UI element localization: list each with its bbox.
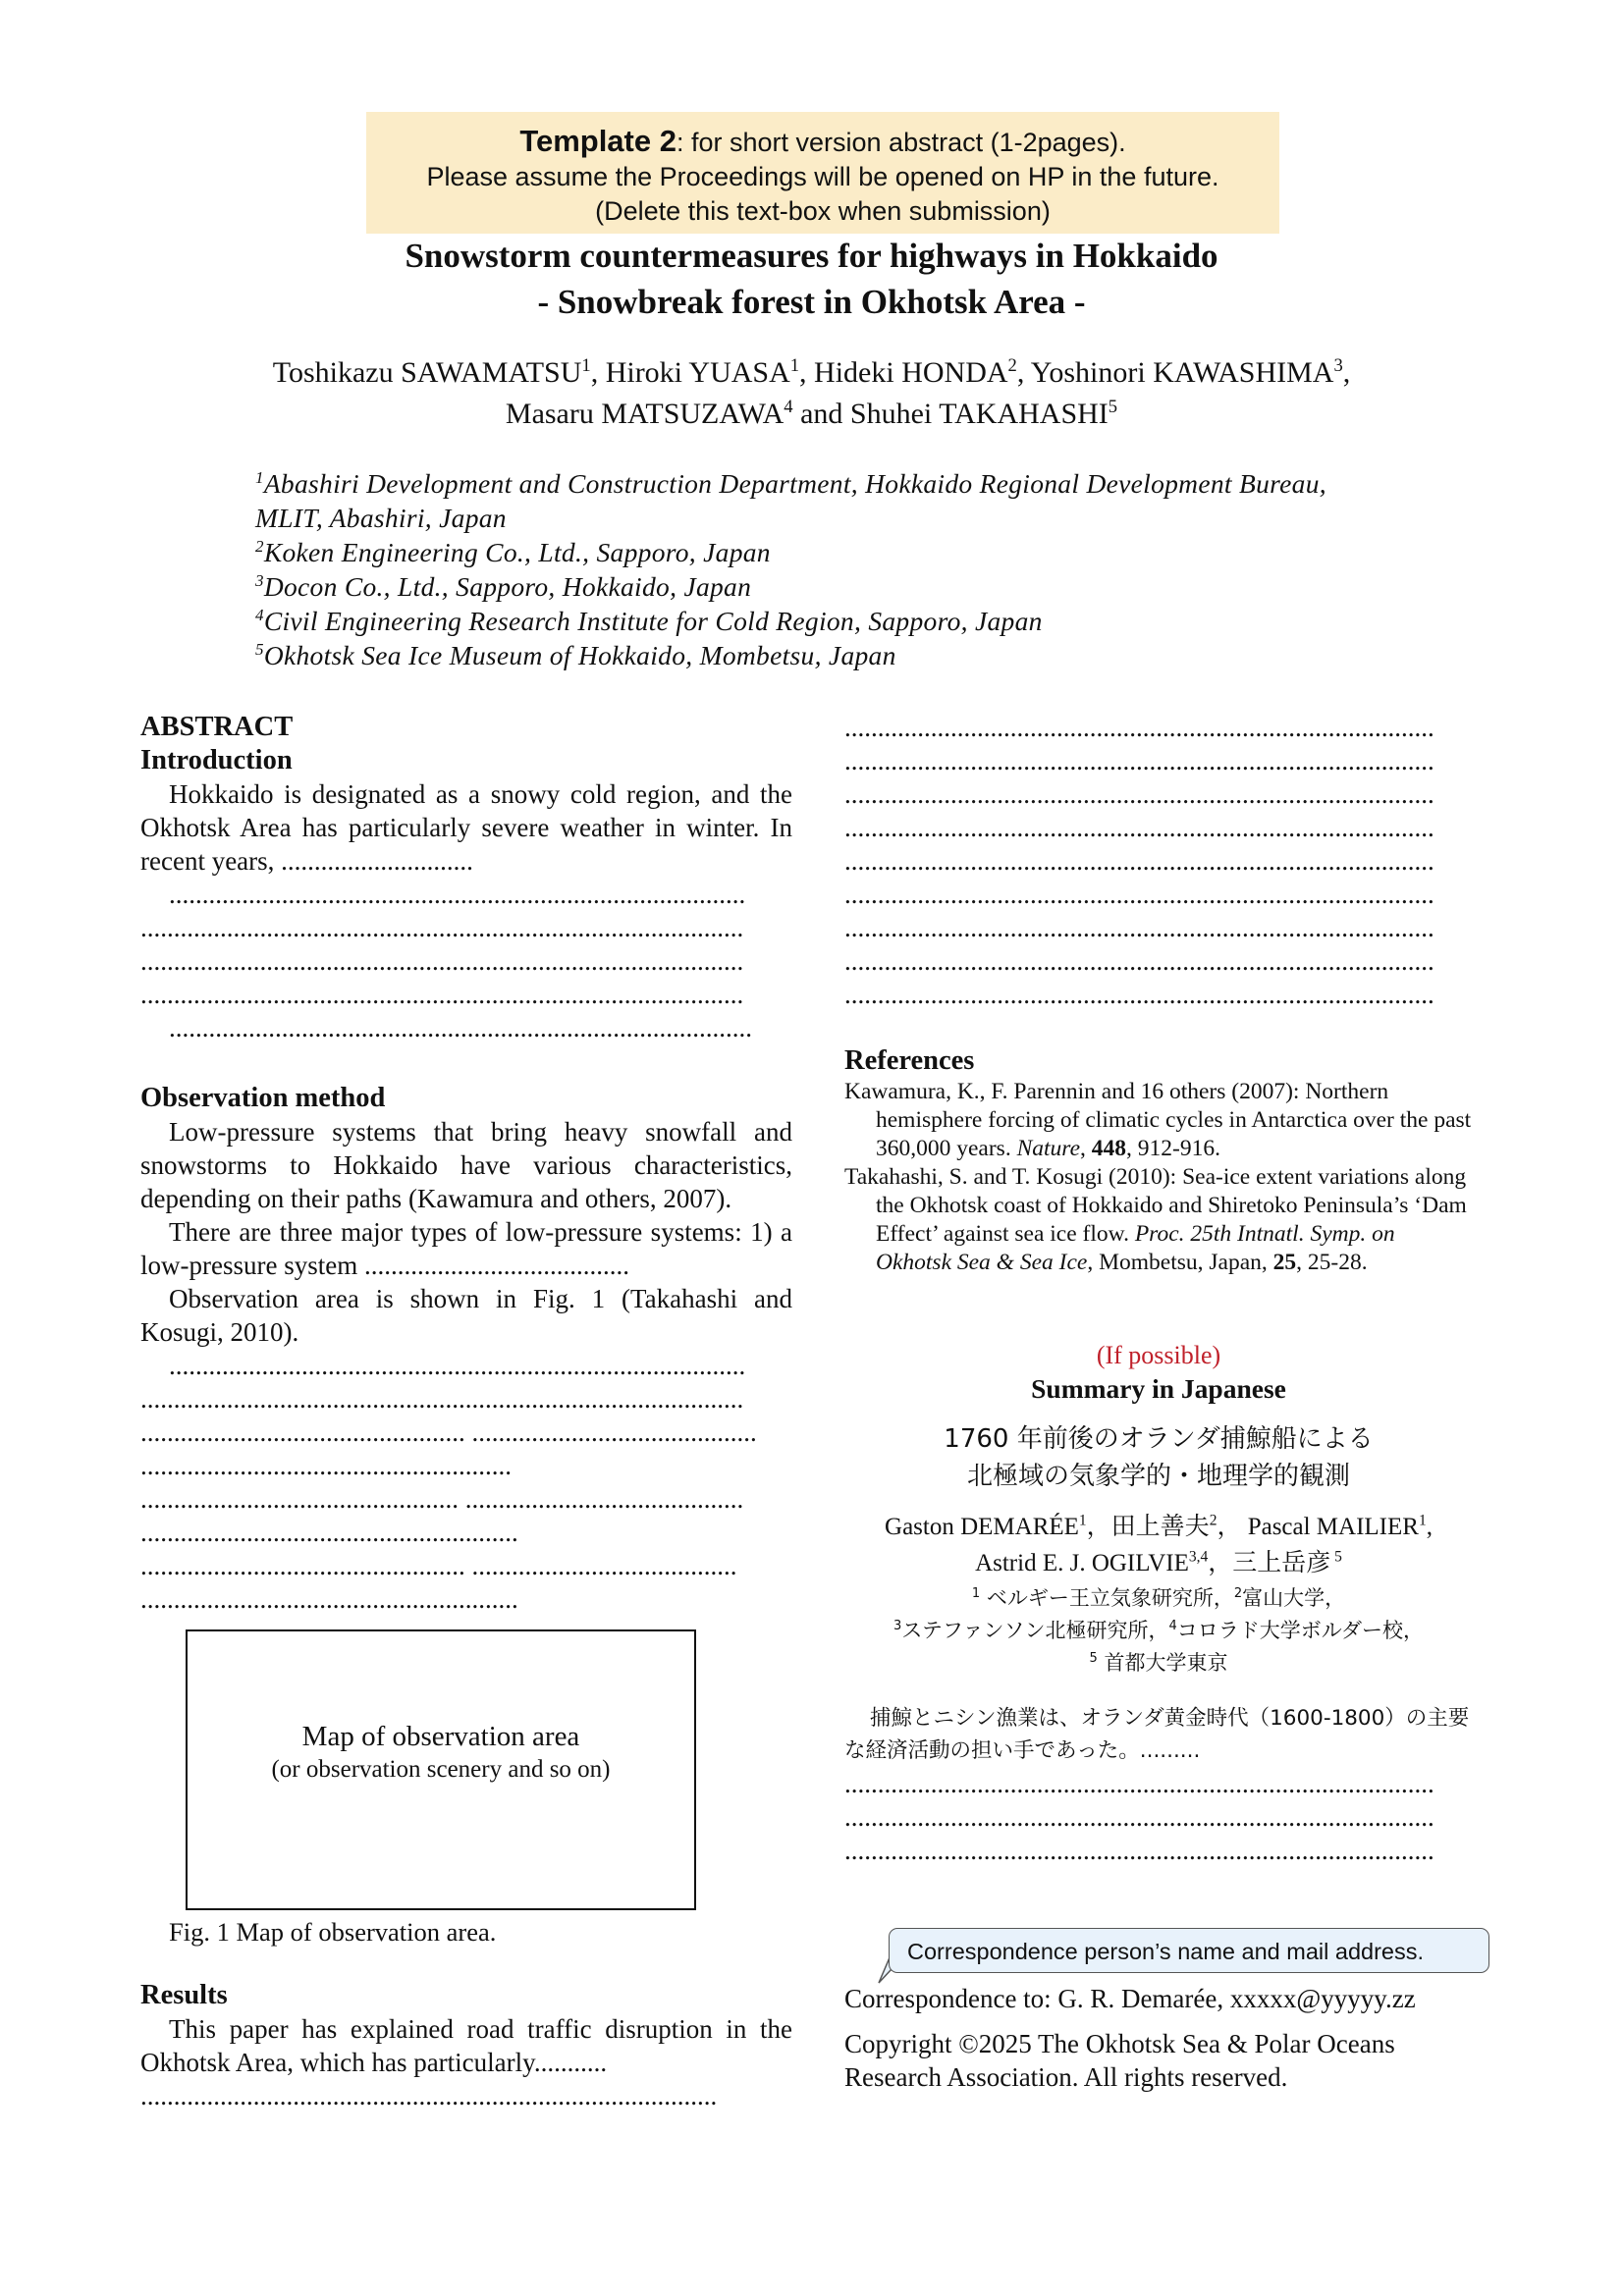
author-name: ，田上善夫: [1086, 1512, 1210, 1540]
right-column-filler: [844, 711, 1473, 1011]
japanese-summary-body: 捕鯨とニシン漁業は、オランダ黄金時代（1600-1800）の主要な経済活動の担い手であった。.........: [844, 1706, 1470, 1763]
affiliation-number: 5: [255, 639, 264, 659]
affiliation-number: 2: [255, 536, 264, 556]
author-line-1: [0, 352, 1623, 394]
reference-volume: 448: [1091, 1136, 1127, 1161]
notice-line-2: Please assume the Proceedings will be opened on HP in the future.: [426, 162, 1219, 191]
filler-dots: .........................................................................................: [844, 813, 1434, 842]
abstract-heading: ABSTRACT: [140, 712, 294, 742]
observation-method-heading: Observation method: [140, 1083, 386, 1113]
map-placeholder-box: [186, 1629, 696, 1910]
correspondence-callout[interactable]: Correspondence person’s name and mail address.: [889, 1928, 1489, 1973]
filler-dots: .......................................................................................: [169, 880, 746, 909]
filler-dots: .........................................................................................: [844, 746, 1434, 775]
results-section: [140, 1979, 792, 2112]
affiliation-3: [255, 569, 1483, 604]
filler-dots: .......................................................................................: [140, 2081, 718, 2110]
affiliation-number: 3: [255, 570, 264, 590]
affiliation-text: ステファンソン北極研究所，: [901, 1619, 1169, 1642]
notice-label: Template 2: [519, 124, 676, 158]
figure-caption: Fig. 1 Map of observation area.: [169, 1917, 497, 1947]
affiliation-4: [255, 604, 1483, 638]
method-paragraph-1: Low-pressure systems that bring heavy snowfall and snowstorms to Hokkaido have various characteristics, depending on their paths (Kawamura and others, 2007).: [140, 1117, 792, 1213]
filler-dots: ........................................................: [140, 1451, 512, 1480]
notice-line-1: [366, 124, 1279, 160]
affiliation-text: Docon Co., Ltd., Sapporo, Hokkaido, Japan: [263, 571, 752, 602]
author-name: Astrid E. J. OGILVIE: [975, 1550, 1189, 1576]
references-section: [844, 1044, 1473, 1277]
filler-dots: .........................................................................................: [844, 1769, 1434, 1798]
reference-text: Kawamura, K., F. Parennin and 16 others (2007): Northern hemisphere forcing of climatic cycles in Antarctica over the past 360,000 years.: [844, 1079, 1472, 1161]
method-paragraph-2: There are three major types of low-pressure systems: 1) a low-pressure system ........................................: [140, 1217, 792, 1280]
if-possible-note: (If possible): [1096, 1341, 1221, 1369]
filler-dots: ...........................................................................................: [140, 1384, 744, 1414]
affiliation-number: 4: [1168, 1619, 1177, 1633]
affiliation-list: [255, 466, 1483, 672]
author-affil-mark: 5: [1330, 1548, 1342, 1566]
author-line-2: [0, 394, 1623, 435]
author-name: Masaru MATSUZAWA: [505, 398, 784, 430]
japanese-authors: [844, 1509, 1473, 1581]
filler-dots: ................................................ ..........................................: [140, 1484, 744, 1514]
author-name: and Shuhei TAKAHASHI: [792, 398, 1109, 430]
paper-title-line-1: Snowstorm countermeasures for highways in Hokkaido: [405, 237, 1218, 275]
filler-dots: .........................................................................................: [844, 980, 1434, 1009]
filler-dots: ................................................. ........................................: [140, 1551, 737, 1580]
japanese-title-line-2: 北極域の気象学的・地理学的観測: [966, 1462, 1350, 1491]
author-name: , Yoshinori KAWASHIMA: [1016, 356, 1334, 389]
reference-2: [844, 1163, 1473, 1277]
affiliation-2: [255, 535, 1483, 569]
filler-dots: .........................................................................................: [844, 713, 1434, 742]
filler-dots: .........................................................: [140, 1584, 518, 1614]
affiliation-number: 2: [1233, 1586, 1243, 1601]
affiliation-5: [255, 638, 1483, 672]
introduction-text: Hokkaido is designated as a snowy cold region, and the Okhotsk Area has particularly severe weather in winter. In recent years, .............................: [140, 779, 792, 876]
method-paragraph-3: Observation area is shown in Fig. 1 (Takahashi and Kosugi, 2010).: [140, 1284, 792, 1347]
author-affil-mark: 4: [784, 397, 793, 417]
author-affil-mark: 2: [1209, 1512, 1217, 1529]
japanese-affiliation-line-2: [844, 1615, 1473, 1647]
correspondence-line: Correspondence to: G. R. Demarée, xxxxx@yyyyy.zz: [844, 1984, 1416, 2013]
filler-dots: ...........................................................................................: [140, 946, 744, 976]
author-name: , Hideki HONDA: [799, 356, 1008, 389]
filler-dots: .........................................................................................: [844, 1802, 1434, 1832]
filler-dots: .........................................................................................: [844, 880, 1434, 909]
author-name: ，三上岳彦: [1208, 1548, 1331, 1576]
affiliation-text: Okhotsk Sea Ice Museum of Hokkaido, Mombetsu, Japan: [263, 640, 896, 670]
japanese-title-line-1: 1760 年前後のオランダ捕鯨船による: [944, 1424, 1374, 1454]
affiliation-number: 1: [255, 467, 264, 487]
japanese-affiliation-line-1: [844, 1582, 1473, 1615]
reference-text: Takahashi, S. and T. Kosugi (2010): Sea-ice extent variations along the Okhotsk coast of Hokkaido and Shiretoko Peninsula’s ‘Dam Effect’ against sea ice flow.: [844, 1164, 1467, 1247]
japanese-title: [844, 1420, 1473, 1495]
filler-dots: .........................................................................................: [844, 913, 1434, 942]
references-heading: References: [844, 1045, 975, 1076]
introduction-heading: Introduction: [140, 745, 293, 775]
japanese-authors-line-1: [844, 1509, 1473, 1545]
author-affil-mark: 2: [1007, 355, 1017, 376]
notice-line-3: (Delete this text-box when submission): [595, 196, 1051, 226]
reference-separator: , Mombetsu, Japan,: [1087, 1250, 1273, 1275]
author-affil-mark: 3,4: [1188, 1548, 1209, 1566]
filler-dots: ................................................. ...........................................: [140, 1417, 757, 1447]
affiliation-text: コロラド大学ボルダー校，: [1176, 1619, 1424, 1642]
paper-title-line-2: - Snowbreak forest in Okhotsk Area -: [537, 283, 1086, 321]
filler-dots: .......................................................................................: [169, 1351, 746, 1380]
author-name: Toshikazu SAWAMATSU: [272, 356, 582, 389]
affiliation-text: 富山大学，: [1242, 1586, 1346, 1610]
author-name: , Hiroki YUASA: [590, 356, 790, 389]
reference-1: [844, 1078, 1473, 1163]
reference-pages: , 25-28.: [1296, 1250, 1368, 1275]
filler-dots: .........................................................................................: [844, 946, 1434, 976]
notice-line-1-text: : for short version abstract (1-2pages).: [676, 128, 1126, 157]
observation-method-section: [140, 1082, 792, 1616]
author-affil-mark: 1: [1418, 1512, 1427, 1529]
author-separator: ,: [1342, 356, 1351, 389]
author-affil-mark: 1: [581, 355, 591, 376]
filler-dots: ...........................................................................................: [140, 913, 744, 942]
japanese-authors-line-2: [844, 1545, 1473, 1581]
map-title: Map of observation area: [301, 1721, 580, 1752]
filler-dots: ........................................................................................: [169, 1013, 752, 1042]
reference-pages: , 912-916.: [1126, 1136, 1220, 1161]
results-text: This paper has explained road traffic disruption in the Okhotsk Area, which has particularly...........: [140, 2014, 792, 2077]
japanese-affiliation-line-3: [844, 1647, 1473, 1680]
filler-dots: .........................................................................................: [844, 779, 1434, 809]
japanese-summary-filler: [844, 1767, 1473, 1867]
affiliation-number: 3: [893, 1619, 902, 1633]
filler-dots: .........................................................................................: [844, 846, 1434, 876]
affiliation-text: 首都大学東京: [1104, 1651, 1228, 1675]
author-affil-mark: 3: [1333, 355, 1343, 376]
reference-journal: Proc. 25th Intnatl. Symp. on Okhotsk Sea & Sea Ice: [876, 1221, 1395, 1275]
results-heading: Results: [140, 1980, 228, 2010]
author-affil-mark: 5: [1108, 397, 1118, 417]
affiliation-text: Civil Engineering Research Institute for Cold Region, Sapporo, Japan: [263, 606, 1043, 636]
affiliation-text: Koken Engineering Co., Ltd., Sapporo, Japan: [263, 537, 771, 567]
author-separator: ,: [1426, 1514, 1433, 1540]
author-name: Gaston DEMARÉE: [885, 1514, 1079, 1540]
japanese-affiliations: [844, 1582, 1473, 1680]
reference-separator: ,: [1080, 1136, 1092, 1161]
affiliation-number: 4: [255, 605, 264, 624]
map-subtitle: (or observation scenery and so on): [271, 1756, 611, 1783]
filler-dots: .........................................................................................: [844, 1836, 1434, 1865]
affiliation-1: [255, 466, 1483, 501]
reference-journal: Nature: [1016, 1136, 1081, 1161]
author-affil-mark: 1: [1078, 1512, 1087, 1529]
summary-japanese-heading: Summary in Japanese: [1031, 1373, 1286, 1404]
affiliation-1-cont: MLIT, Abashiri, Japan: [255, 503, 507, 533]
author-name: ， Pascal MAILIER: [1217, 1514, 1419, 1540]
filler-dots: ...........................................................................................: [140, 980, 744, 1009]
affiliation-number: 1: [971, 1586, 981, 1601]
reference-volume: 25: [1272, 1250, 1297, 1275]
affiliation-text: ベルギー王立気象研究所，: [986, 1586, 1234, 1610]
template-notice-box[interactable]: [366, 112, 1279, 234]
filler-dots: .........................................................: [140, 1518, 518, 1547]
copyright-notice: Copyright ©2025 The Okhotsk Sea & Polar Oceans Research Association. All rights reserved.: [844, 2029, 1395, 2092]
left-column: [140, 711, 792, 1044]
affiliation-number: 5: [1089, 1651, 1098, 1666]
author-affil-mark: 1: [789, 355, 800, 376]
affiliation-text: Abashiri Development and Construction Department, Hokkaido Regional Development Bureau,: [263, 468, 1326, 499]
